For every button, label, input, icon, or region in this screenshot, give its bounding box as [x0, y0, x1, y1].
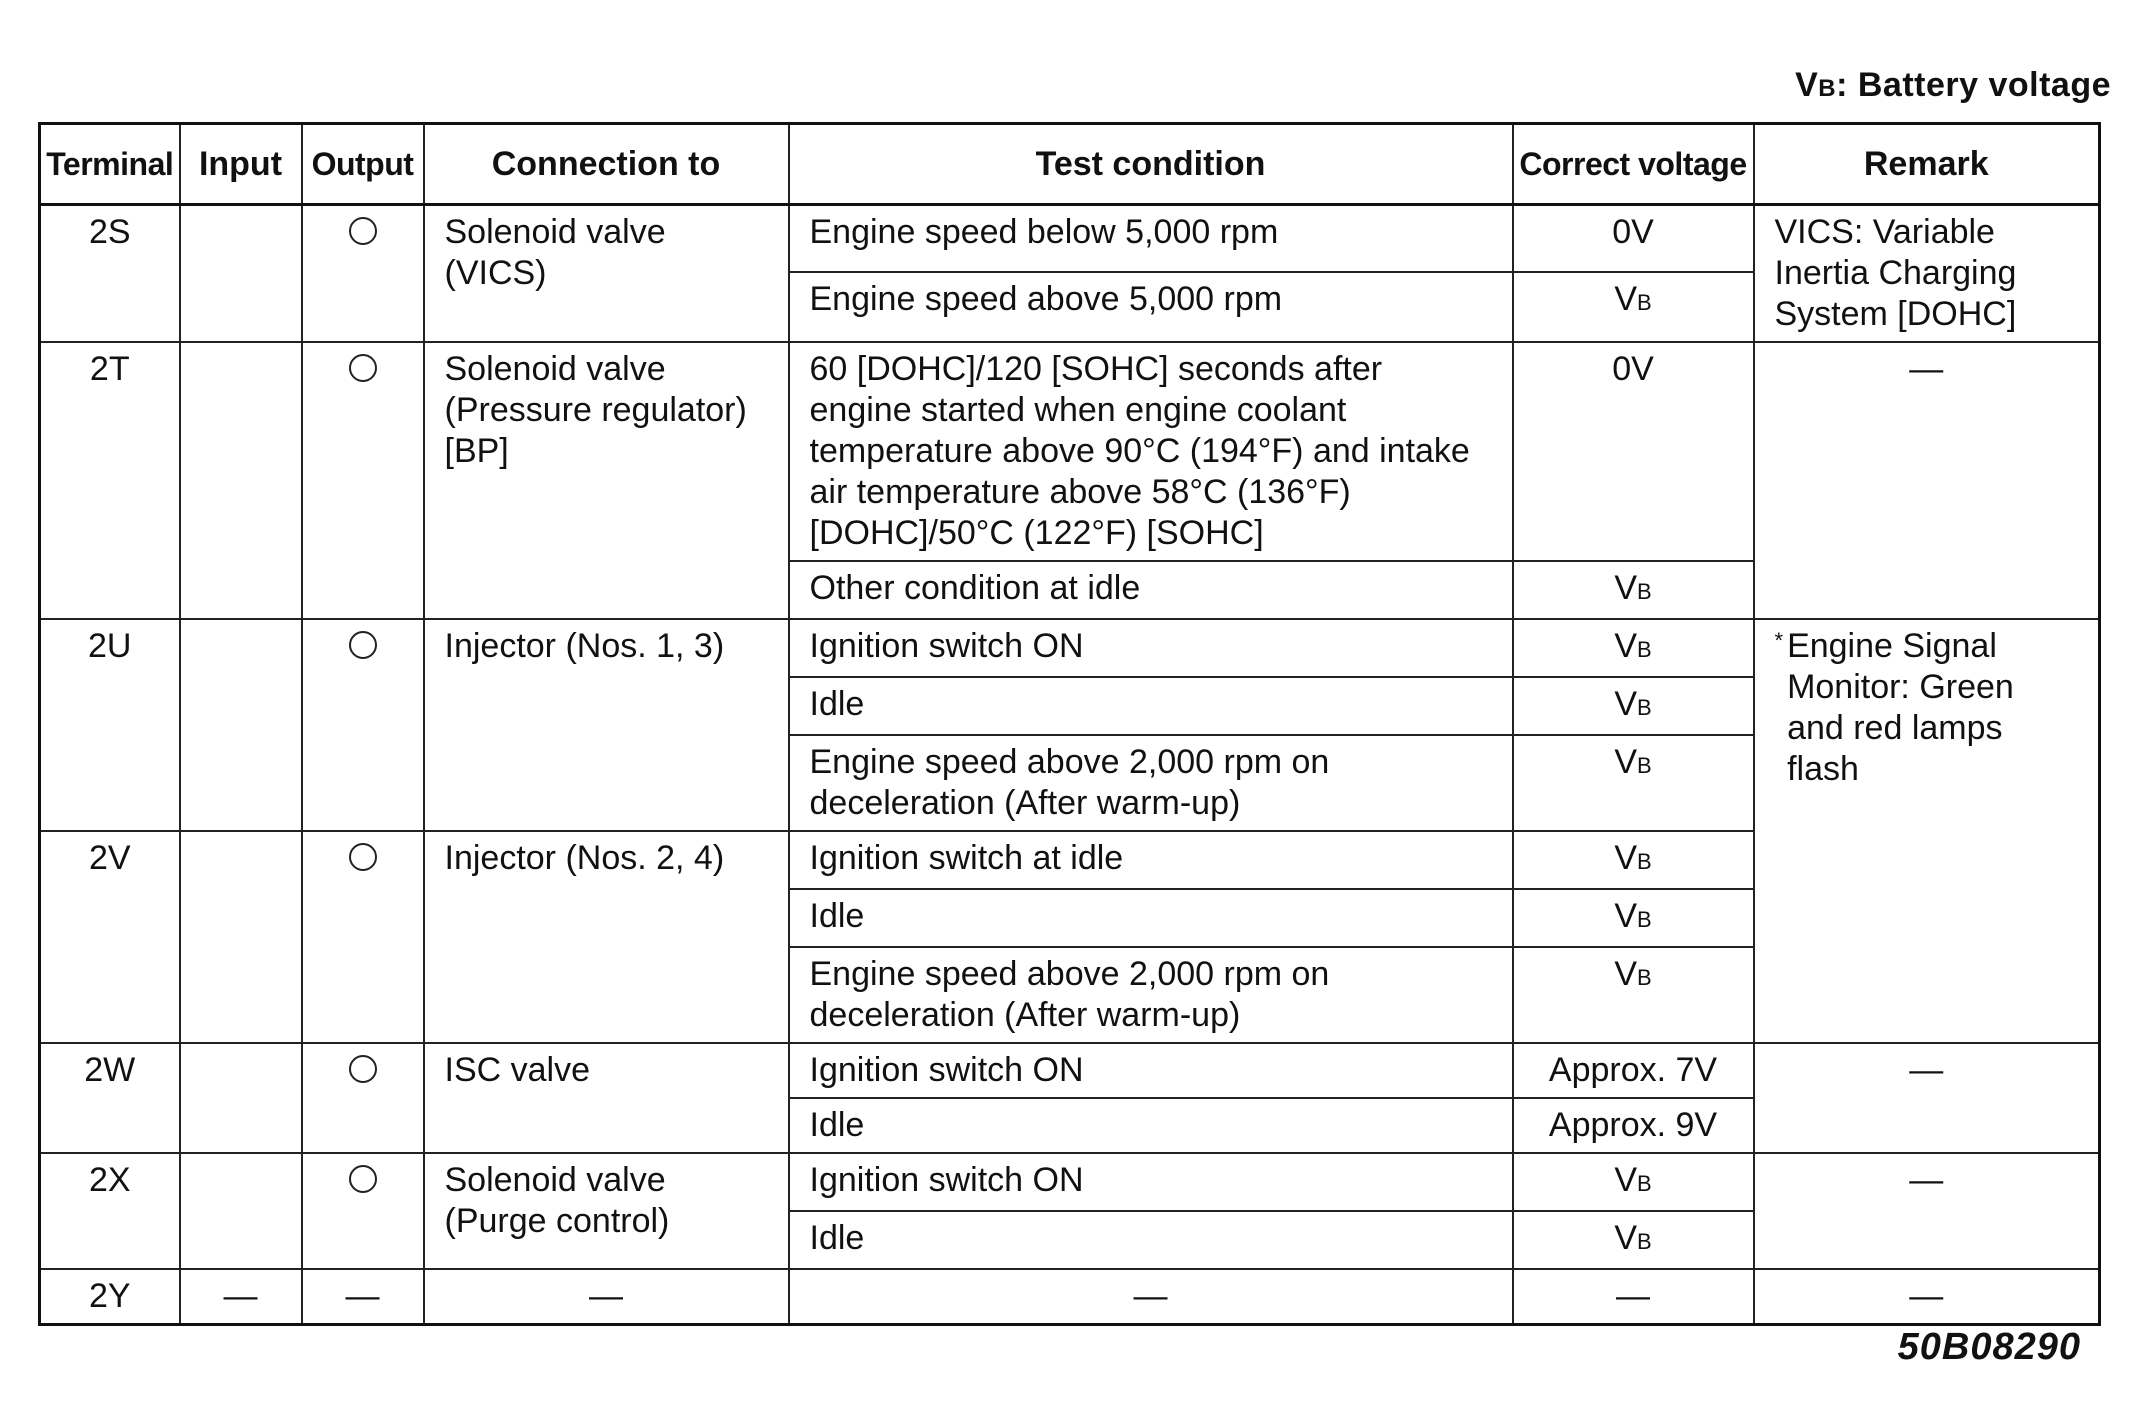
correct-voltage-cell: —	[1513, 1269, 1754, 1325]
legend-text: : Battery voltage	[1836, 66, 2111, 104]
correct-voltage-cell	[1513, 889, 1754, 947]
test-condition-cell: Engine speed below 5,000 rpm	[789, 205, 1513, 272]
output-cell	[302, 831, 424, 1043]
col-header-output: Output	[302, 124, 424, 205]
remark-note	[1775, 626, 2079, 790]
connection-cell: Solenoid valve (Purge control)	[424, 1153, 789, 1269]
vb-sub: B	[1637, 907, 1652, 932]
remark-cell: —	[1754, 1043, 2100, 1153]
remark-cell: —	[1754, 1269, 2100, 1325]
correct-voltage-cell	[1513, 831, 1754, 889]
test-condition-cell: Other condition at idle	[789, 561, 1513, 619]
test-condition-cell: Ignition switch ON	[789, 1043, 1513, 1098]
table-row	[40, 619, 2100, 677]
test-condition-cell: Ignition switch at idle	[789, 831, 1513, 889]
col-header-input: Input	[180, 124, 302, 205]
correct-voltage-cell: Approx. 7V	[1513, 1043, 1754, 1098]
table-row	[40, 1043, 2100, 1098]
vb-main: V	[1614, 1161, 1637, 1199]
vb-sub: B	[1637, 695, 1652, 720]
correct-voltage-cell	[1513, 1211, 1754, 1269]
input-cell	[180, 1043, 302, 1153]
col-header-correct-voltage: Correct voltage	[1513, 124, 1754, 205]
table-row	[40, 342, 2100, 561]
vb-sub: B	[1637, 579, 1652, 604]
test-condition-cell: Engine speed above 2,000 rpm on deceleration (After warm-up)	[789, 735, 1513, 831]
test-condition-cell: Ignition switch ON	[789, 619, 1513, 677]
terminal-voltage-table	[38, 122, 2101, 1326]
test-condition-cell: —	[789, 1269, 1513, 1325]
vb-main: V	[1614, 685, 1637, 723]
remark-cell: VICS: Variable Inertia Charging System [DOHC]	[1754, 205, 2100, 343]
terminal-cell: 2U	[40, 619, 180, 831]
correct-voltage-cell	[1513, 272, 1754, 342]
connection-cell: —	[424, 1269, 789, 1325]
output-cell: —	[302, 1269, 424, 1325]
vb-symbol: VB	[1795, 66, 1837, 104]
test-condition-cell: Idle	[789, 1211, 1513, 1269]
vb-sub: B	[1637, 849, 1652, 874]
correct-voltage-cell: 0V	[1513, 205, 1754, 272]
test-condition-cell: 60 [DOHC]/120 [SOHC] seconds after engine started when engine coolant temperature above 90°C (194°F) and intake air temperature above 58°C (136°F) [DOHC]/50°C (122°F) [SOHC]	[789, 342, 1513, 561]
remark-cell	[1754, 619, 2100, 1043]
terminal-cell: 2V	[40, 831, 180, 1043]
circle-icon	[349, 354, 377, 382]
table-body	[40, 205, 2100, 1325]
vb-main: V	[1614, 279, 1637, 318]
vb-sub: B	[1637, 637, 1652, 662]
input-cell	[180, 619, 302, 831]
remark-cell: —	[1754, 342, 2100, 619]
correct-voltage-cell	[1513, 619, 1754, 677]
connection-cell: Injector (Nos. 1, 3)	[424, 619, 789, 831]
correct-voltage-cell	[1513, 1153, 1754, 1211]
output-cell	[302, 205, 424, 343]
table-row	[40, 205, 2100, 272]
correct-voltage-cell	[1513, 561, 1754, 619]
output-cell	[302, 1043, 424, 1153]
correct-voltage-cell	[1513, 947, 1754, 1043]
connection-cell: Injector (Nos. 2, 4)	[424, 831, 789, 1043]
vb-main: V	[1614, 1219, 1637, 1257]
col-header-connection: Connection to	[424, 124, 789, 205]
vb-main: V	[1614, 955, 1637, 993]
correct-voltage-cell: 0V	[1513, 342, 1754, 561]
vb-main: V	[1614, 627, 1637, 665]
output-cell	[302, 619, 424, 831]
input-cell	[180, 1153, 302, 1269]
vb-sub: B	[1637, 289, 1652, 315]
circle-icon	[349, 217, 377, 245]
test-condition-cell: Idle	[789, 677, 1513, 735]
correct-voltage-cell	[1513, 677, 1754, 735]
input-cell	[180, 205, 302, 343]
terminal-cell: 2W	[40, 1043, 180, 1153]
remark-text: Engine Signal Monitor: Green and red lamps flash	[1787, 627, 2014, 788]
asterisk-mark: *	[1774, 628, 1784, 653]
correct-voltage-cell: Approx. 9V	[1513, 1098, 1754, 1153]
remark-cell: —	[1754, 1153, 2100, 1269]
output-cell	[302, 1153, 424, 1269]
circle-icon	[349, 1165, 377, 1193]
terminal-cell: 2T	[40, 342, 180, 619]
col-header-terminal: Terminal	[40, 124, 180, 205]
vb-sub: B	[1637, 1229, 1652, 1254]
table-row	[40, 1153, 2100, 1211]
table-row	[40, 1269, 2100, 1325]
vb-main: V	[1614, 839, 1637, 877]
connection-cell: Solenoid valve (Pressure regulator) [BP]	[424, 342, 789, 619]
connection-cell: ISC valve	[424, 1043, 789, 1153]
col-header-remark: Remark	[1754, 124, 2100, 205]
header-row	[40, 124, 2100, 205]
vb-sub: B	[1637, 965, 1652, 990]
vb-sub: B	[1637, 1171, 1652, 1196]
correct-voltage-cell	[1513, 735, 1754, 831]
vb-main: V	[1614, 897, 1637, 935]
col-header-test-condition: Test condition	[789, 124, 1513, 205]
test-condition-cell: Ignition switch ON	[789, 1153, 1513, 1211]
input-cell	[180, 342, 302, 619]
circle-icon	[349, 631, 377, 659]
circle-icon	[349, 843, 377, 871]
test-condition-cell: Engine speed above 2,000 rpm on deceleration (After warm-up)	[789, 947, 1513, 1043]
connection-cell: Solenoid valve (VICS)	[424, 205, 789, 343]
test-condition-cell: Idle	[789, 1098, 1513, 1153]
circle-icon	[349, 1055, 377, 1083]
input-cell	[180, 831, 302, 1043]
vb-sub: B	[1637, 753, 1652, 778]
terminal-cell: 2X	[40, 1153, 180, 1269]
terminal-cell: 2S	[40, 205, 180, 343]
input-cell: —	[180, 1269, 302, 1325]
test-condition-cell: Engine speed above 5,000 rpm	[789, 272, 1513, 342]
vb-main: V	[1614, 743, 1637, 781]
vb-main: V	[1614, 569, 1637, 607]
battery-voltage-legend	[1795, 66, 2111, 105]
test-condition-cell: Idle	[789, 889, 1513, 947]
figure-code: 50B08290	[1897, 1326, 2081, 1368]
output-cell	[302, 342, 424, 619]
terminal-cell: 2Y	[40, 1269, 180, 1325]
